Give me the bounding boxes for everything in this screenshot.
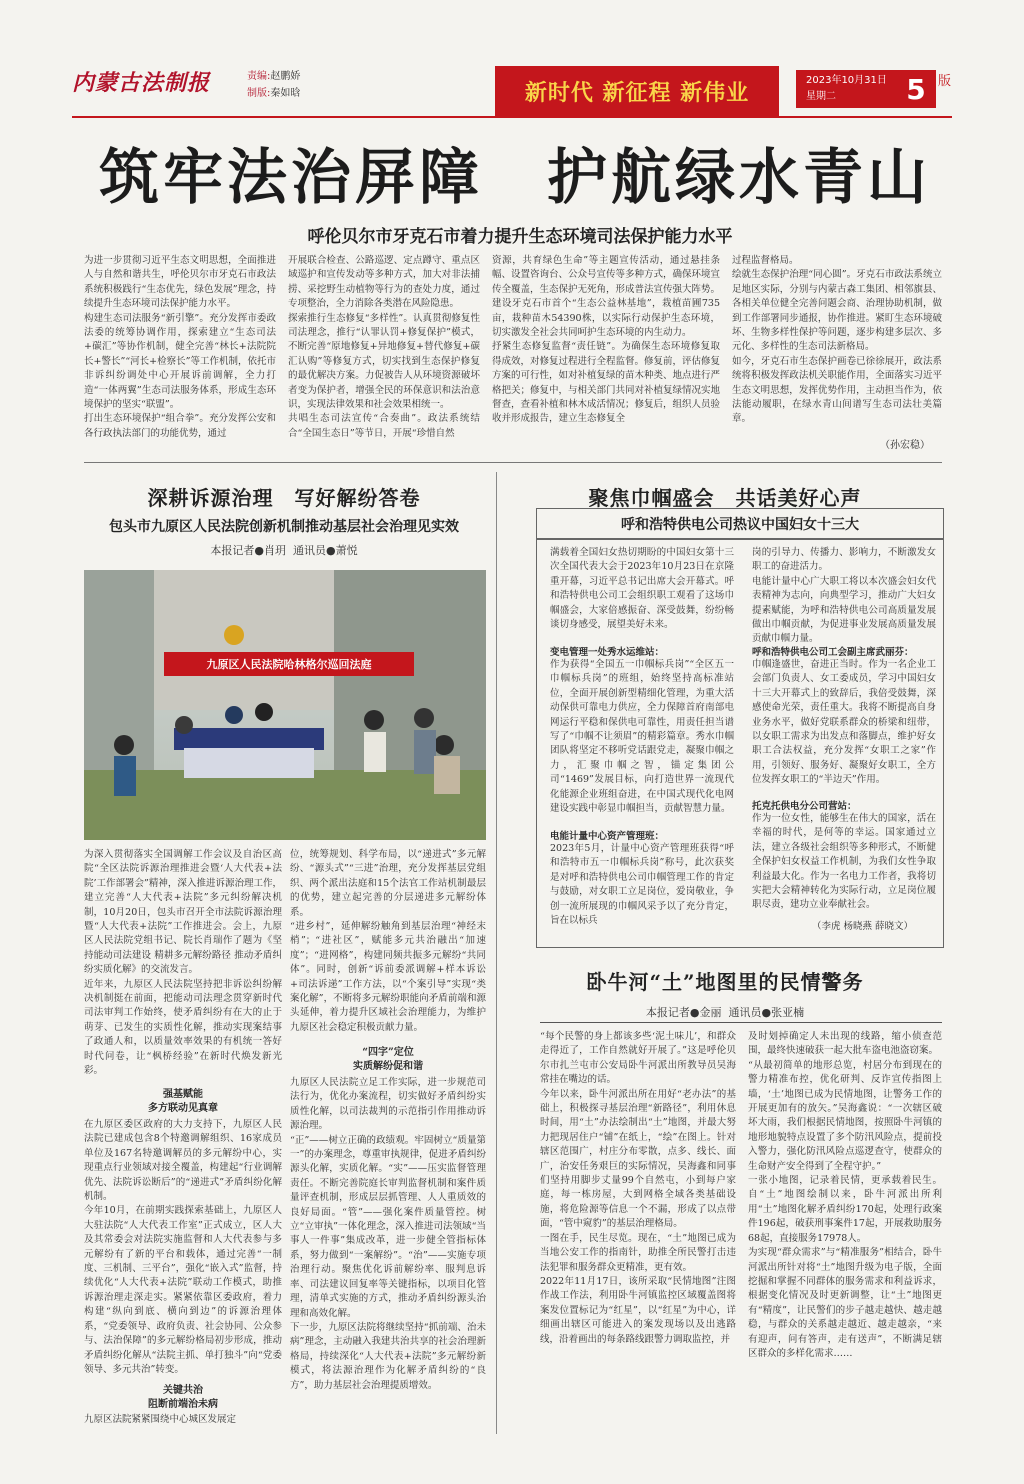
page-tag: 版: [938, 74, 952, 89]
speaker-3: 呼和浩特供电公司工会副主席武丽芬：: [752, 647, 914, 658]
speaker-4: 托克托供电分公司营站：: [752, 801, 857, 812]
speech-4: 作为一位女性，能够生在伟大的国家，活在幸福的时代，是何等的幸运。国家通过立法，建立各级社会组织等多种形式，不断健全保护妇女权益工作机制，为我们女性争取利益最大化。作为一名电力工作者，我将切实把大会精神转化为实际行动，立足岗位履职尽责，建功立业奉献社会。: [752, 813, 936, 911]
right-top-subtitle: 呼和浩特供电公司热议中国妇女十三大: [621, 517, 859, 533]
logo-text: 内蒙古法制报: [72, 70, 211, 96]
speaker-1: 变电管理一处秀水运维站：: [550, 647, 665, 658]
speaker-2: 电能计量中心资产管理班：: [550, 831, 665, 842]
byline-reporter-label-2: 本报记者: [645, 1006, 690, 1019]
lead-column-1: 为进一步贯彻习近平生态文明思想，全面推进人与自然和谐共生，呼伦贝尔市牙克石市政法系统积极践行“生态优先，绿色发展”理念，持续提升生态环境司法保护能力水平。 构建生态司法服务“新引擎”。充分发挥市委政法委的统筹协调作用，探索建立“生态司法+碳汇”等协作机制，健全完善“林长+法院院长+警长”“河长+检察长”等工作机制，依托市非诉纠纷调处中心开展诉前调解，全力打造“一体两翼”生态司法服务体系，形成生态环境保护的坚实“联盟”。 打出生态环境保护“组合拳”。充分发挥公安和各行政执法部门的功能优势，通过: [84, 255, 276, 439]
speech-2: 2023年5月，计量中心资产管理班获得“呼和浩特市五一巾帼标兵岗”称号，此次获奖是对呼和浩特供电公司巾帼管理工作的肯定与鼓励，对女职工立足岗位，爱岗敬业，争创一流所展现的巾帼风采予以了充分肯定，旨在以标兵: [550, 843, 734, 927]
right-top-intro: 满载着全国妇女热切期盼的中国妇女第十三次全国代表大会于2023年10月23日在京隆重开幕，习近平总书记出席大会开幕式。呼和浩特供电公司工会组织职工观看了这场巾帼盛会，大家倍感振奋、深受鼓舞，纷纷畅谈切身感受，展望美好未来。: [550, 547, 734, 631]
byline-reporter-label: 本报记者: [210, 544, 255, 557]
right-top-subtitle-box: [536, 508, 944, 540]
editor-label: 责编:: [247, 71, 271, 82]
left-article-subtitle: 包头市九原区人民法院创新机制推动基层社会治理见实效: [109, 519, 459, 535]
left-article-col2-a: 位，统筹规划、科学布局，以“递进式”多元解纷、“源头式”“三进”治理，充分发挥基层党组织、两个派出法庭和15个法官工作站机制最层的优势，建立起完善的分层递进多元解纷体系。 “进乡村”，延伸解纷触角到基层治理“神经末梢”；“进社区”，赋能多元共治融出“加速度”；“进网格”，构建同频共振多元解纷“共同体”。同时，创新“诉前委派调解+样本诉讼+司法诉递”工作方法，以“个案引导”实现“类案化解”，不断将多元解纷职能向矛盾前端和源头延伸，着力提升区域社会治理能力，为维护九原区社会稳定积极贡献力量。: [290, 849, 486, 1033]
photo-banner: 九原区人民法院哈林格尔巡回法庭: [164, 652, 414, 676]
left-article-byline: 本报记者●肖玥 通讯员●萧悦: [210, 544, 358, 557]
left-article-col1-b: 在九原区委区政府的大力支持下，九原区人民法院已建成包含8个特邀调解组织、16家成员单位及167名特邀调解员的多元解纷中心，实现重点行业领域对接全覆盖，构建起“行业调解优先、法院诉讼断后”的“递进式”矛盾纠纷化解机制。 今年10月，在前期实践探索基础上，九原区人大驻法院“人大代表工作室”正式成立，区人大及其常委会对法院实施监督和人大代表参与多元解纷有了新的平台和载体，通过完善“一制度、三机制、三平台”，强化“嵌入式”监督，持续优化“人大代表+法院”联动工作模式，助推诉源治理走深走实。紧紧依靠区委政府，着力构建“纵向到底、横向到边”的诉源治理体系，“党委领导、政府负责、社会协同、公众参与、法治保障”的多元解纷格局初步形成，推动矛盾纠纷化解从“法院主抓、单打独斗”向“党委领导、多元共治”转变。: [84, 1119, 282, 1375]
lead-column-2: 开展联合检查、公路巡逻、定点蹲守、重点区域巡护和宣传发动等多种方式，加大对非法捕捞、采挖野生动植物等行为的查处力度，通过专项整治，全力消除各类潜在风险隐患。 探索推行生态修复“多样性”。认真贯彻修复性司法理念，推行“认罪认罚+修复保护”模式，不断完善“原地修复+异地修复+替代修复+碳汇认购”等修复方式，切实找到生态保护修复的最优解决方案。力促被告人从环境资源破坏者变为保护者，增强全民的环保意识和法治意识，实现法律效果和社会效果相统一。 共唱生态司法宣传“合奏曲”。政法系统结合“全国生态日”等节日，开展“珍惜自然: [288, 255, 480, 439]
slogan-text: 新时代 新征程 新伟业: [524, 79, 750, 106]
editor-credits: [247, 68, 300, 102]
section-divider: [84, 462, 942, 463]
byline-reporter: 肖玥: [264, 544, 286, 557]
producer-name: 秦如晗: [270, 88, 301, 99]
header-rule: [72, 116, 952, 118]
left-subhead-1a: 强基赋能: [163, 1089, 203, 1100]
page-number: 5: [896, 70, 936, 108]
lead-subheadline: 呼伦贝尔市牙克石市着力提升生态环境司法保护能力水平: [307, 227, 733, 247]
byline-corr-label: 通讯员: [293, 544, 326, 557]
byline-corr: 萧悦: [335, 544, 358, 557]
left-article-col2-b: 九原区人民法院立足工作实际，进一步规范司法行为，优化办案流程，切实做好矛盾纠纷实质性化解，以司法裁判的示范指引作用推动诉源治理。 “正”——树立正确的政绩观。牢固树立“质量第一”的办案理念，尊重审执规律，促进矛盾纠纷源头化解，实质化解。“实”——压实监督管理责任。不断完善院庭长审判监督机制和案件质量评查机制，形成层层抓管理、人人重质效的良好局面。“管”——强化案件质量管控。树立“立审执”一体化理念，深入推进司法领域“当事人一件事”集成改革，进一步健全管指标体系，努力做到“一案解纷”。“治”——实施专项治理行动。聚焦优化诉前解纷率、服判息诉率、司法建议回复率等关键指标，以项目化管理，清单式实施的方式，推动矛盾纠纷源头治理和高效化解。 下一步，九原区法院将继续坚持“抓前端、治未病”理念，主动融入我建共治共享的社会治理新格局，持续深化“人大代表+法院”多元解纷新模式，将法源治理作为化解矛盾纠纷的“良方”，助力基层社会治理提质增效。: [290, 1077, 486, 1391]
speech-3: 巾帼逢盛世，奋进正当时。作为一名企业工会部门负责人、女工委成员，学习中国妇女十三大开幕式上的致辞后，我倍受鼓舞，深感使命光荣，责任重大。我将不断提高自身业务水平，做好党联系群众的桥梁和纽带，以女职工需求为出发点和落脚点，维护好女职工合法权益，充分发挥“女职工之家”作用，引领好、服务好、凝聚好女职工，全方位发挥女职工的“半边天”作用。: [752, 659, 936, 786]
byline-rule: [540, 1022, 942, 1023]
producer-label: 制版:: [247, 88, 271, 99]
left-subhead-2a: 关键共治: [163, 1385, 203, 1396]
court-photo: [84, 570, 486, 840]
right-bottom-byline: 本报记者●金丽 通讯员●张亚楠: [645, 1006, 805, 1019]
right-bottom-title: 卧牛河“土”地图里的民情警务: [586, 970, 864, 994]
newspaper-logo: [72, 66, 242, 94]
speech-1: 作为获得“全国五一巾帼标兵岗”“全区五一巾帼标兵岗”的班组，始终坚持高标准站位，全面开展创新型精细化管理，为重大活动保供可靠电力供应，全力保障首府南部电网运行平稳和保供电可靠性，用责任担当谱写了“巾帼不让须眉”的精彩篇章。秀水巾帼团队将坚定不移听党话跟党走，凝聚巾帼之力，汇聚巾帼之智，锚定集团公司“1469”发展目标，向打造世界一流现代化能源企业班组奋进，在中国式现代化电网建设实践中彰显巾帼担当，贡献智慧力量。: [550, 659, 734, 815]
left-subhead-1b: 多方联动见真章: [148, 1103, 218, 1114]
right-top-col2: 岗的引导力、传播力、影响力，不断激发女职工的奋进活力。 电能计量中心广大职工将以本次盛会妇女代表精神为志向，向典型学习，推动广大妇女提素赋能，为呼和浩特供电公司高质量发展做出巾帼贡献，为促进事业发展高质量发展贡献巾帼力量。: [752, 547, 936, 645]
lead-column-4: 过程监督格局。 绘就生态保护治理“同心圆”。牙克石市政法系统立足地区实际，分别与内蒙古森工集团、相邻旗县、各相关单位健全完善问题会商、治理协助机制，做到工作部署同步通报，协作推进。紧盯生态环境破坏、生物多样性保护等问题，逐步构建多层次、多元化、多样性的生态司法新格局。 如今，牙克石市生态保护画卷已徐徐展开，政法系统将积极发挥政法机关职能作用，全面落实习近平生态文明思想，发挥优势作用，主动担当作为，依法能动履职，在绿水青山间谱写生态司法壮美篇章。: [732, 255, 942, 425]
issue-weekday: 星期二: [806, 91, 836, 102]
right-bottom-col2: 及时划掉确定人未出现的线路，缩小侦查范围，最终快速破获一起大批车盗电池盗窃案。 “从最初简单的地形总览，村居分布到现在的警力精准布控，优化研判、反诈宣传指图上墙，‘土’地图已成为民情地图，让警务工作的开展更加有的放矢。”吴海鑫说：“一次辖区破坏大雨，我们根据民情地图，按照卧牛河镇的地形地貌特点设置了多个防汛风险点，提前投入警力，强化防汛风险点巡逻查守，使群众的生命财产安全得到了全程守护。” 一张小地图，记录着民情，更承载着民生。自“土”地图绘制以来，卧牛河派出所利用“土”地图化解矛盾纠纷170起，处理行政案件196起，破获刑事案件17起，开展救助服务68起，直接服务17978人。 为实现“群众需求”与“精准服务”相结合，卧牛河派出所针对将“土”地图升级为电子版，全面挖掘和掌握不同群体的服务需求和利益诉求，根据变化情况及时更新调整，让“土”地图更有“精度”，让民警们的步子越走越快、越走越稳，与群众的关系越走越近、越走越亲，“来有迎声，问有答声，走有送声”，不断满足辖区群众的多样化需求……: [748, 1031, 942, 1359]
lead-author: （孙宏稳）: [880, 440, 930, 451]
byline-corr-label-2: 通讯员: [728, 1006, 762, 1019]
slogan-banner: [495, 66, 779, 116]
right-top-title: 聚焦巾帼盛会 共话美好心声: [588, 486, 862, 510]
left-article-title: 深耕诉源治理 写好解纷答卷: [147, 486, 421, 510]
lead-headline: 筑牢法治屏障 护航绿水青山: [99, 143, 931, 213]
right-top-author: （李虎 杨晓燕 薛晓文）: [812, 921, 914, 932]
left-subhead-2b: 阻断前端治未病: [148, 1399, 218, 1410]
left-subhead-3a: “四字”定位: [362, 1047, 414, 1058]
left-article-col1-c: 九原区法院紧紧围绕中心城区发展定: [84, 1414, 237, 1425]
left-article-col1-a: 为深入贯彻落实全国调解工作会议及自治区高院“全区法院诉源治理推进会暨‘人大代表+法院’工作部署会”精神，深入推进诉源治理工作，建立完善“人大代表+法院”多元纠纷解决机制，10月20日，包头市召开全市法院诉源治理暨“人大代表+法院”工作推进会。会上，九原区人民法院党组书记、院长肖瑞作了题为《坚持能动司法建设 精耕多元解纷路径 推动矛盾纠纷实质化解》的交流发言。 近年来，九原区人民法院坚持把非诉讼纠纷解决机制挺在前面，把能动司法理念贯穿新时代司法审判工作始终，使矛盾纠纷有在大的止于萌芽、已发生的实质性化解，推动实现案结事了政通人和，以质量效率效果的有机统一答好时代问卷，让“枫桥经验”在新时代焕发新光彩。: [84, 849, 282, 1077]
lead-column-3: 资源，共育绿色生命”等主题宣传活动，通过悬挂条幅、设置咨询台、公众号宣传等多种方式，确保环境宣传全覆盖，生态保护无死角，形成普法宣传强大阵势。建设牙克石市首个“生态公益林基地”，栽植苗圃735亩，栽种苗木54390株，以实际行动保护生态环境，切实激发全社会共同呵护生态环境的内生动力。 抒紧生态修复监督“责任链”。为确保生态环境修复取得成效，对修复过程进行全程监督。修复前，评估修复方案的可行性，如对补植复绿的苗木种类、地点进行严格把关；修复中，与相关部门共同对补植复绿情况实地督查，查看补植和林木成活情况；修复后，组织人员验收并形成报告，建立生态修复全: [492, 255, 721, 425]
column-divider: [496, 472, 497, 1434]
editor-name: 赵鹏娇: [270, 71, 301, 82]
byline-reporter-2: 金丽: [699, 1006, 722, 1019]
right-bottom-col1: “每个民警的身上都该多些‘泥土味儿’，和群众走得近了，工作自然就好开展了。”这是呼伦贝尔市扎兰屯市公安局卧牛河派出所教导员吴海常挂在嘴边的话。 今年以来，卧牛河派出所在用好“老办法”的基础上，积极探寻基层治理“新路径”，利用休息时间，用“土”办法绘制出“土”地图，并最大努力把现居住户“铺”在纸上，“绘”在图上。针对辖区范围广，村庄分布零散，点多、线长、面广，治安任务艰巨的实际情况，吴海鑫和同事们坚持用脚步丈量99个自然屯，小到每户家庭，每一栋房屋，大到网格全域各类基础设施，将危险源等信息一个不漏，形成了以点带面，“管中窥豹”的基层治理格局。 一图在手，民生尽览。现在，“土”地图已成为当地公安工作的指南针，助推全所民警打击违法犯罪和服务群众更精准，更有效。 2022年11月17日，该所采取“民情地图”注图作战工作法，利用卧牛河镇监控区域覆盖图将案发位置标记为“红星”，以“红星”为中心，详细画出辖区可能进入的案发现场以及出逃路线，沿着画出的每条路线跟警力调取监控，并: [540, 1031, 736, 1345]
byline-corr-2: 张亚楠: [771, 1006, 805, 1019]
left-subhead-3b: 实质解纷促和谐: [353, 1061, 423, 1072]
issue-date: 2023年10月31日: [806, 75, 887, 86]
date-box: [796, 70, 896, 108]
